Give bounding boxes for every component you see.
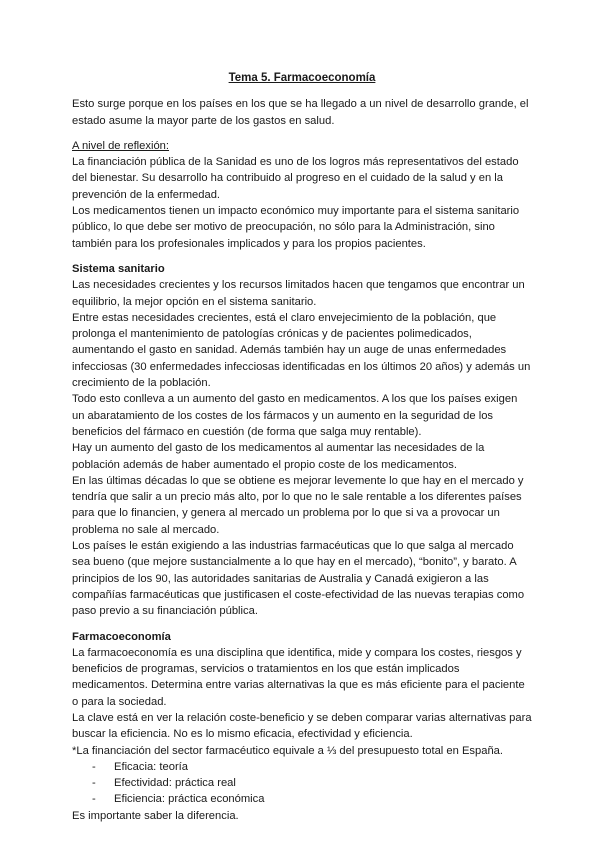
list-item: - Eficacia: teoría <box>92 759 532 775</box>
reflexion-paragraph-2: Los medicamentos tienen un impacto económico muy importante para el sistema sanitario público, lo que debe ser motivo de preocupación, no sólo para la Administración, sino también para los profesionales implicados y para los propios pacientes. <box>72 205 520 250</box>
sistema-paragraph: Las necesidades crecientes y los recursos limitados hacen que tengamos que encontrar un equilibrio, la mejor opción en el sistema sanitario. <box>72 279 525 308</box>
intro-paragraph: Esto surge porque en los países en los que se ha llegado a un nivel de desarrollo grande, el estado asume la mayor parte de los gastos en salud. <box>72 98 529 127</box>
closing-sentence: Es importante saber la diferencia. <box>72 809 239 822</box>
reflexion-heading: A nivel de reflexión: <box>72 139 170 152</box>
list-item: - Efectividad: práctica real <box>92 775 532 791</box>
document-page <box>72 70 532 824</box>
sistema-paragraph: Entre estas necesidades crecientes, está el claro envejecimiento de la población, que prolonga el mantenimiento de patologías crónicas y de pacientes polimedicados, aumentando el gasto en sanidad. Además también hay un auge de unas enfermedades infecciosas (30 enfermedades infecciosas identificadas en los últimos 20 años) y además un crecimiento de la población. <box>72 311 531 390</box>
page-title: Tema 5. Farmacoeconomía <box>228 72 376 84</box>
farmaco-heading: Farmacoeconomía <box>72 630 171 643</box>
list-item: - Eficiencia: práctica económica <box>92 791 532 807</box>
farmaco-paragraph: La clave está en ver la relación coste-beneficio y se deben comparar varias alternativas para buscar la eficiencia. No es lo mismo eficacia, efectividad y eficiencia. <box>72 711 532 741</box>
sistema-paragraph: Hay un aumento del gasto de los medicamentos al aumentar las necesidades de la población además de haber aumentado el propio coste de los medicamentos. <box>72 442 485 471</box>
sistema-heading: Sistema sanitario <box>72 262 165 275</box>
farmaco-paragraph: La farmacoeconomía es una disciplina que identifica, mide y compara los costes, riesgos y beneficios de programas, servicios o tratamientos en los que están implicados medicamentos. Determina entre varias alternativas la que es más eficiente para el paciente o para la sociedad. <box>72 646 525 708</box>
sistema-paragraph: Los países le están exigiendo a las industrias farmacéuticas que lo que salga al mercado sea bueno (que mejore sustancialmente a lo que hay en el mercado), “bonito”, y barato. A principios de los 90, las autoridades sanitarias de Australia y Canadá exigieron a las compañías farmacéuticas que justificasen el coste-efectividad de las nuevas terapias como paso previo a su financiación pública. <box>72 540 525 618</box>
concepts-list <box>72 759 532 808</box>
reflexion-paragraph-1: La financiación pública de la Sanidad es uno de los logros más representativos del estado del bienestar. Su desarrollo ha contribuido al progreso en el cuidado de la salud y en la prevención de la enfermedad. <box>72 156 519 201</box>
sistema-paragraph: En las últimas décadas lo que se obtiene es mejorar levemente lo que hay en el mercado y tendría que salir a un precio más alto, por lo que no le sale rentable a los diferentes países para que lo financien, y genera al mercado un problema por lo que si va a provocar un problema no sale al mercado. <box>72 474 524 536</box>
farmaco-paragraph: *La financiación del sector farmacéutico equivale a ⅓ del presupuesto total en España. <box>72 744 503 757</box>
sistema-paragraph: Todo esto conlleva a un aumento del gasto en medicamentos. A los que los países exigen un abaratamiento de los costes de los fármacos y un aumento en la seguridad de los beneficios del fármaco en cuestión (de forma que salga muy rentable). <box>72 393 518 438</box>
